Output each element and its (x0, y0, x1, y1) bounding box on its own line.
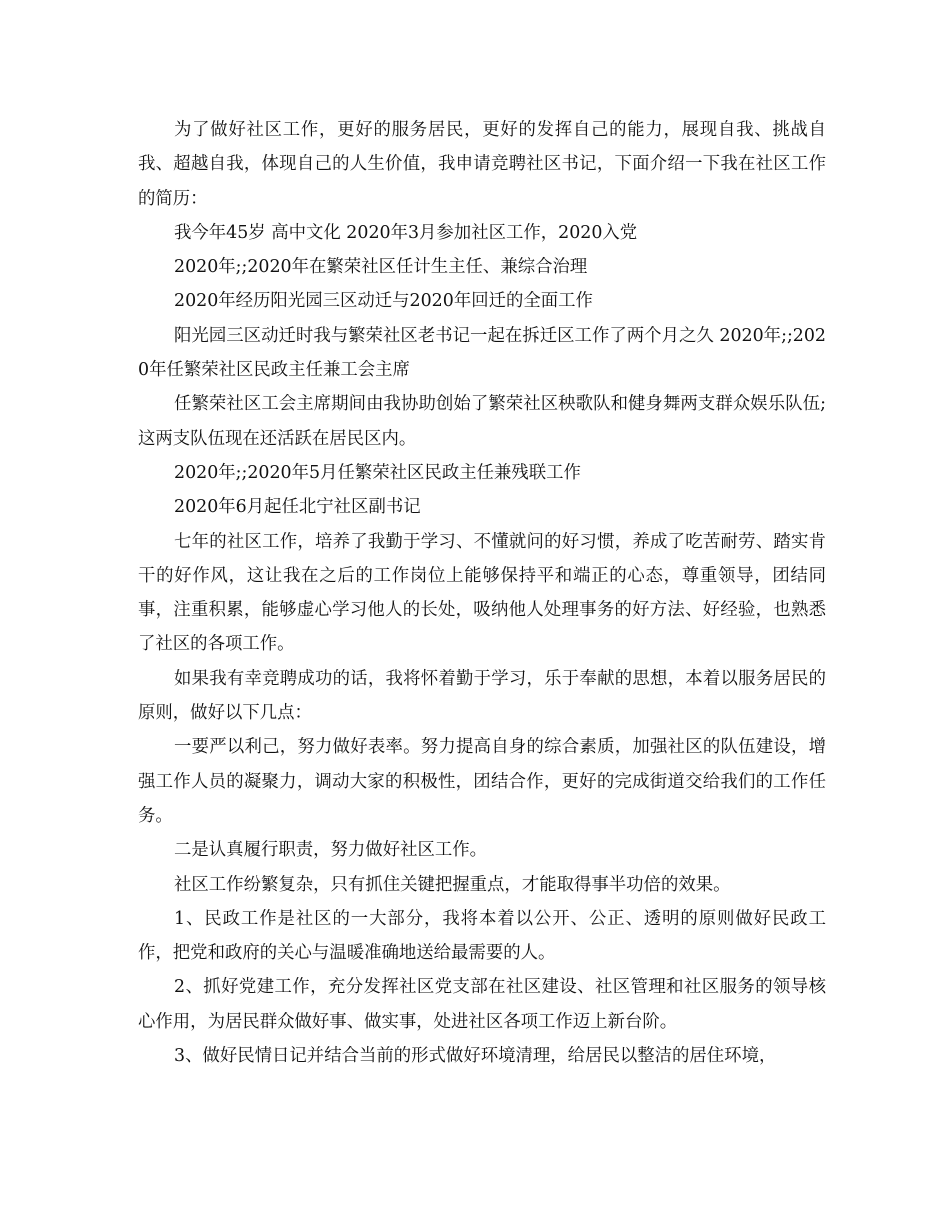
document-body (138, 113, 826, 1073)
paragraph: 任繁荣社区工会主席期间由我协助创始了繁荣社区秧歌队和健身舞两支群众娱乐队伍;这两支队伍现在还活跃在居民区内。 (138, 394, 826, 449)
paragraph: 二是认真履行职责，努力做好社区工作。 (174, 840, 488, 861)
paragraph: 一要严以利己，努力做好表率。努力提高自身的综合素质，加强社区的队伍建设，增强工作人员的凝聚力，调动大家的积极性，团结合作，更好的完成街道交给我们的工作任务。 (138, 737, 826, 826)
paragraph: 为了做好社区工作，更好的服务居民，更好的发挥自己的能力，展现自我、挑战自我、超越自我，体现自己的人生价值，我申请竞聘社区书记，下面介绍一下我在社区工作的简历： (138, 120, 826, 209)
paragraph: 2020年6月起任北宁社区副书记 (174, 497, 421, 518)
paragraph: 3、做好民情日记并结合当前的形式做好环境清理，给居民以整洁的居住环境， (174, 1046, 777, 1067)
paragraph: 社区工作纷繁复杂，只有抓住关键把握重点，才能取得事半功倍的效果。 (174, 874, 731, 895)
paragraph: 我今年45岁 高中文化 2020年3月参加社区工作，2020入党 (174, 222, 638, 243)
paragraph: 2020年经历阳光园三区动迁与2020年回迁的全面工作 (174, 291, 593, 312)
paragraph: 2020年;;2020年在繁荣社区任计生主任、兼综合治理 (174, 257, 588, 278)
paragraph: 2、抓好党建工作，充分发挥社区党支部在社区建设、社区管理和社区服务的领导核心作用，为居民群众做好事、做实事，处进社区各项工作迈上新台阶。 (138, 977, 826, 1032)
paragraph: 阳光园三区动迁时我与繁荣社区老书记一起在拆迁区工作了两个月之久 2020年;;2020年任繁荣社区民政主任兼工会主席 (138, 325, 826, 381)
paragraph: 如果我有幸竞聘成功的话，我将怀着勤于学习，乐于奉献的思想，本着以服务居民的原则，做好以下几点： (138, 668, 826, 724)
paragraph: 七年的社区工作，培养了我勤于学习、不懂就问的好习惯，养成了吃苦耐劳、踏实肯干的好作风，这让我在之后的工作岗位上能够保持平和端正的心态，尊重领导，团结同事，注重积累，能够虚心学习他人的长处，吸纳他人处理事务的好方法、好经验，也熟悉了社区的各项工作。 (138, 531, 826, 655)
paragraph: 2020年;;2020年5月任繁荣社区民政主任兼残联工作 (174, 462, 581, 483)
paragraph: 1、民政工作是社区的一大部分，我将本着以公开、公正、透明的原则做好民政工作，把党和政府的关心与温暖准确地送给最需要的人。 (138, 908, 826, 964)
